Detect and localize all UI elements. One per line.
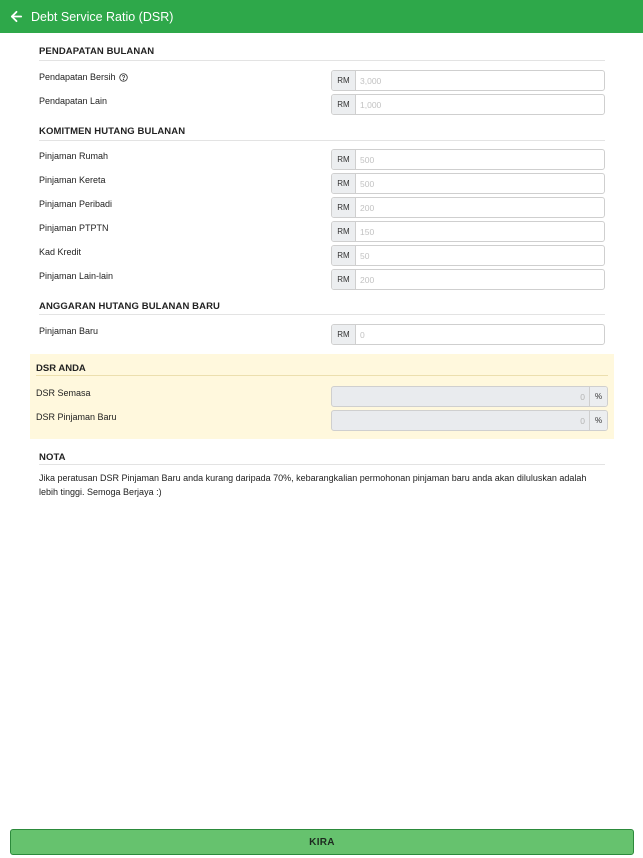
new-loan-label: Pinjaman Baru bbox=[39, 326, 99, 336]
car-loan-input[interactable] bbox=[356, 174, 604, 193]
home-loan-field bbox=[331, 149, 605, 170]
personal-loan-input[interactable] bbox=[356, 198, 604, 217]
credit-card-label: Kad Kredit bbox=[39, 247, 82, 257]
new-loan-dsr-value: 0 bbox=[580, 415, 585, 426]
income-divider bbox=[39, 60, 605, 61]
commitments-section-title: KOMITMEN HUTANG BULANAN bbox=[39, 126, 186, 137]
calculate-button[interactable]: KIRA bbox=[10, 829, 634, 855]
home-loan-input[interactable] bbox=[356, 150, 604, 169]
dsr-divider bbox=[36, 375, 608, 376]
arrow-left-icon bbox=[10, 10, 23, 23]
home-loan-label: Pinjaman Rumah bbox=[39, 151, 109, 161]
ptptn-loan-field bbox=[331, 221, 605, 242]
personal-loan-field bbox=[331, 197, 605, 218]
currency-prefix: RM bbox=[332, 95, 356, 114]
dsr-result-panel bbox=[30, 354, 614, 439]
other-income-input[interactable] bbox=[356, 95, 604, 114]
other-income-label: Pendapatan Lain bbox=[39, 96, 108, 106]
credit-card-input[interactable] bbox=[356, 246, 604, 265]
other-income-field bbox=[331, 94, 605, 115]
net-income-field bbox=[331, 70, 605, 91]
nota-section-title: NOTA bbox=[39, 452, 66, 463]
currency-prefix: RM bbox=[332, 198, 356, 217]
new-loan-divider bbox=[39, 314, 605, 315]
currency-prefix: RM bbox=[332, 71, 356, 90]
current-dsr-label: DSR Semasa bbox=[36, 388, 91, 398]
dsr-section-title: DSR ANDA bbox=[36, 363, 86, 374]
percent-suffix: % bbox=[589, 387, 607, 406]
currency-prefix: RM bbox=[332, 325, 356, 344]
other-loans-input[interactable] bbox=[356, 270, 604, 289]
current-dsr-value: 0 bbox=[580, 391, 585, 402]
new-loan-input[interactable] bbox=[356, 325, 604, 344]
currency-prefix: RM bbox=[332, 174, 356, 193]
credit-card-field bbox=[331, 245, 605, 266]
nota-text: Jika peratusan DSR Pinjaman Baru anda kurang daripada 70%, kebarangkalian permohonan pinjaman baru anda akan diluluskan adalah lebih tinggi. Semoga Berjaya :) bbox=[39, 473, 587, 497]
app-header bbox=[0, 0, 643, 33]
ptptn-loan-input[interactable] bbox=[356, 222, 604, 241]
nota-divider bbox=[39, 464, 605, 465]
current-dsr-field bbox=[331, 386, 608, 407]
net-income-label-text: Pendapatan Bersih bbox=[39, 72, 116, 82]
currency-prefix: RM bbox=[332, 150, 356, 169]
currency-prefix: RM bbox=[332, 270, 356, 289]
income-section-title: PENDAPATAN BULANAN bbox=[39, 46, 155, 57]
new-loan-section-title: ANGGARAN HUTANG BULANAN BARU bbox=[39, 301, 220, 312]
page-title: Debt Service Ratio (DSR) bbox=[31, 9, 174, 24]
back-button[interactable] bbox=[1, 0, 31, 33]
commitments-divider bbox=[39, 140, 605, 141]
new-loan-field bbox=[331, 324, 605, 345]
other-loans-field bbox=[331, 269, 605, 290]
car-loan-label: Pinjaman Kereta bbox=[39, 175, 106, 185]
other-loans-label: Pinjaman Lain-lain bbox=[39, 271, 114, 281]
net-income-label bbox=[39, 72, 128, 82]
new-loan-dsr-field bbox=[331, 410, 608, 431]
net-income-input[interactable] bbox=[356, 71, 604, 90]
currency-prefix: RM bbox=[332, 246, 356, 265]
ptptn-loan-label: Pinjaman PTPTN bbox=[39, 223, 109, 233]
new-loan-dsr-label: DSR Pinjaman Baru bbox=[36, 412, 117, 422]
personal-loan-label: Pinjaman Peribadi bbox=[39, 199, 113, 209]
question-circle-icon[interactable] bbox=[119, 73, 128, 82]
currency-prefix: RM bbox=[332, 222, 356, 241]
car-loan-field bbox=[331, 173, 605, 194]
percent-suffix: % bbox=[589, 411, 607, 430]
